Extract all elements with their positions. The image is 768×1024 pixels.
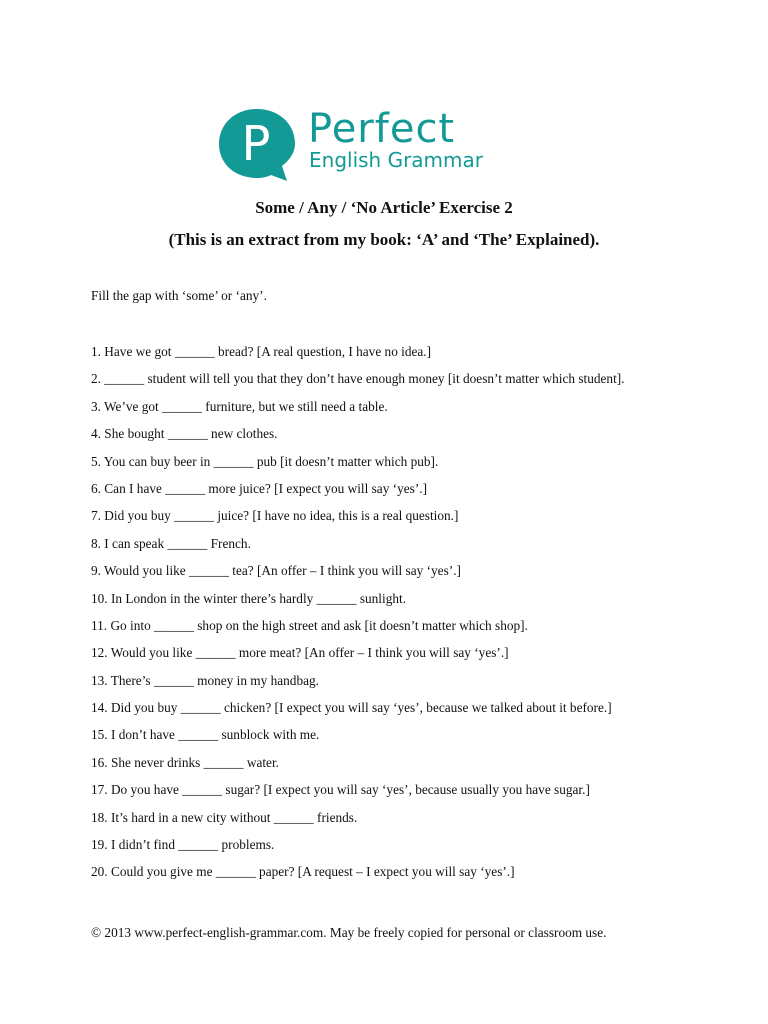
page-subtitle: (This is an extract from my book: ‘A’ and ‘The’ Explained). (168, 230, 600, 249)
logo (216, 106, 506, 182)
question-item: 6. Can I have ______ more juice? [I expect you will say ‘yes’.] (91, 480, 428, 496)
question-item: 11. Go into ______ shop on the high street and ask [it doesn’t matter which shop]. (91, 617, 528, 633)
copyright-footer: © 2013 www.perfect-english-grammar.com. May be freely copied for personal or classroom use. (91, 925, 607, 940)
question-item: 10. In London in the winter there’s hardly ______ sunlight. (91, 590, 407, 606)
logo-word-perfect: Perfect (308, 106, 456, 152)
question-item: 5. You can buy beer in ______ pub [it doesn’t matter which pub]. (91, 453, 439, 469)
question-item: 9. Would you like ______ tea? [An offer – I think you will say ‘yes’.] (91, 563, 461, 579)
question-item: 15. I don’t have ______ sunblock with me. (91, 727, 320, 743)
question-item: 14. Did you buy ______ chicken? [I expect you will say ‘yes’, because we talked about it before.] (91, 700, 612, 716)
question-item: 3. We’ve got ______ furniture, but we still need a table. (91, 398, 388, 414)
question-item: 16. She never drinks ______ water. (91, 754, 279, 770)
page-title: Some / Any / ‘No Article’ Exercise 2 (255, 198, 513, 217)
question-item: 8. I can speak ______ French. (91, 535, 251, 551)
instruction-text: Fill the gap with ‘some’ or ‘any’. (91, 288, 267, 303)
question-list (91, 343, 625, 891)
question-item: 12. Would you like ______ more meat? [An offer – I think you will say ‘yes’.] (91, 645, 509, 661)
question-item: 17. Do you have ______ sugar? [I expect you will say ‘yes’, because usually you have sugar.] (91, 782, 590, 798)
speech-bubble-logo-icon (216, 106, 298, 182)
question-item: 18. It’s hard in a new city without ______ friends. (91, 809, 358, 825)
question-item: 13. There’s ______ money in my handbag. (91, 672, 319, 688)
question-item: 1. Have we got ______ bread? [A real question, I have no idea.] (91, 344, 432, 359)
logo-letter: P (241, 116, 271, 172)
question-item: 2. ______ student will tell you that they don’t have enough money [it doesn’t matter which student]. (91, 371, 625, 387)
question-item: 20. Could you give me ______ paper? [A request – I expect you will say ‘yes’.] (91, 864, 515, 880)
question-item: 19. I didn’t find ______ problems. (91, 837, 275, 853)
question-item: 4. She bought ______ new clothes. (91, 426, 278, 442)
logo-word-english-grammar: English Grammar (309, 148, 483, 172)
question-item: 7. Did you buy ______ juice? [I have no idea, this is a real question.] (91, 508, 459, 524)
